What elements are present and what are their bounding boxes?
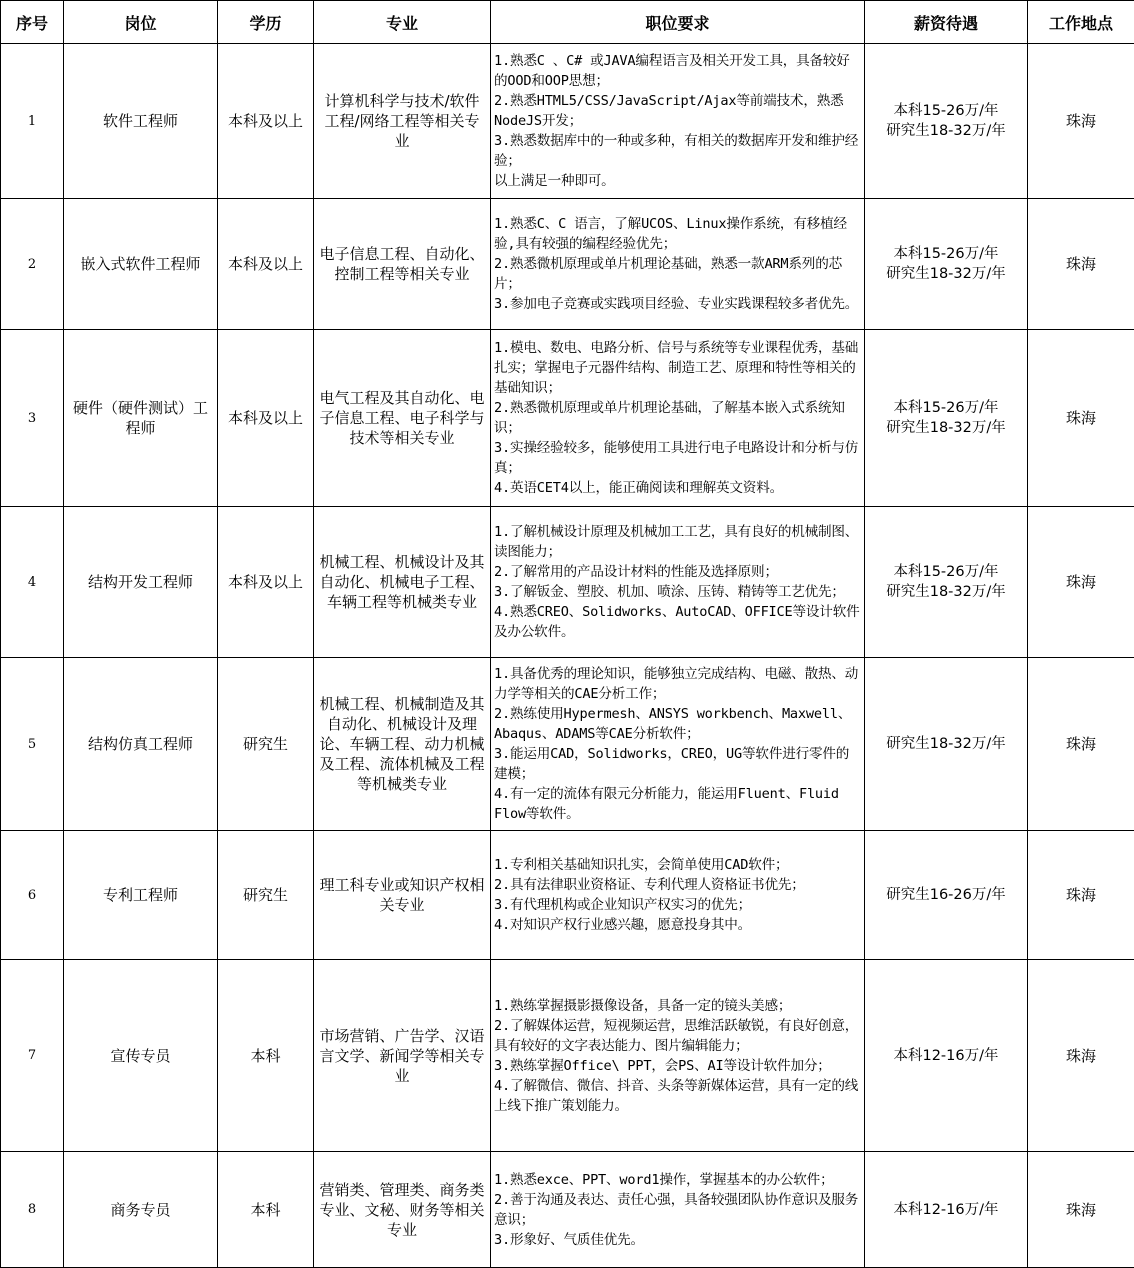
requirements-cell <box>491 330 865 507</box>
position-cell: 结构开发工程师 <box>64 507 218 658</box>
header-location: 工作地点 <box>1028 1 1134 44</box>
row-number: 5 <box>1 658 64 831</box>
major-cell: 机械工程、机械制造及其自动化、机械设计及理论、车辆工程、动力机械及工程、流体机械及工程等机械类专业 <box>314 658 491 831</box>
requirement-line: 3.能运用CAD，Solidworks，CREO，UG等软件进行零件的建模； <box>494 744 861 784</box>
education-cell: 研究生 <box>218 658 314 831</box>
requirement-line: 3.了解钣金、塑胶、机加、喷涂、压铸、精铸等工艺优先； <box>494 582 861 602</box>
major-cell: 营销类、管理类、商务类专业、文秘、财务等相关专业 <box>314 1152 491 1268</box>
salary-line: 研究生18-32万/年 <box>868 121 1024 141</box>
location-cell: 珠海 <box>1028 44 1134 199</box>
salary-line: 本科15-26万/年 <box>868 398 1024 418</box>
education-cell: 本科 <box>218 1152 314 1268</box>
requirement-line: 2.具有法律职业资格证、专利代理人资格证书优先； <box>494 875 861 895</box>
major-cell: 理工科专业或知识产权相关专业 <box>314 831 491 960</box>
position-cell: 硬件（硬件测试）工程师 <box>64 330 218 507</box>
requirement-line: 1.熟悉exce、PPT、word1操作，掌握基本的办公软件； <box>494 1170 861 1190</box>
requirement-line: 2.熟悉HTML5/CSS/JavaScript/Ajax等前端技术，熟悉NodeJS开发； <box>494 91 861 131</box>
major-cell: 电子信息工程、自动化、控制工程等相关专业 <box>314 199 491 330</box>
row-number: 1 <box>1 44 64 199</box>
row-number: 2 <box>1 199 64 330</box>
education-cell: 本科及以上 <box>218 44 314 199</box>
requirement-line: 3.参加电子竞赛或实践项目经验、专业实践课程较多者优先。 <box>494 294 861 314</box>
header-position: 岗位 <box>64 1 218 44</box>
major-cell: 计算机科学与技术/软件工程/网络工程等相关专业 <box>314 44 491 199</box>
location-cell: 珠海 <box>1028 330 1134 507</box>
salary-cell <box>865 960 1028 1152</box>
requirement-line: 2.了解常用的产品设计材料的性能及选择原则； <box>494 562 861 582</box>
table-row <box>1 960 1134 1152</box>
location-cell: 珠海 <box>1028 1152 1134 1268</box>
requirement-line: 1.熟悉C 、C# 或JAVA编程语言及相关开发工具，具备较好的OOD和OOP思想； <box>494 51 861 91</box>
salary-line: 研究生18-32万/年 <box>868 582 1024 602</box>
requirement-line: 4.英语CET4以上，能正确阅读和理解英文资料。 <box>494 478 861 498</box>
requirement-line: 1.了解机械设计原理及机械加工工艺，具有良好的机械制图、读图能力； <box>494 522 861 562</box>
requirement-line: 1.专利相关基础知识扎实，会简单使用CAD软件； <box>494 855 861 875</box>
requirements-cell <box>491 44 865 199</box>
header-row <box>1 1 1134 44</box>
salary-cell <box>865 507 1028 658</box>
salary-line: 研究生18-32万/年 <box>868 418 1024 438</box>
row-number: 8 <box>1 1152 64 1268</box>
requirement-line: 4.对知识产权行业感兴趣，愿意投身其中。 <box>494 915 861 935</box>
requirement-line: 3.形象好、气质佳优先。 <box>494 1230 861 1250</box>
header-education: 学历 <box>218 1 314 44</box>
location-cell: 珠海 <box>1028 960 1134 1152</box>
row-number: 4 <box>1 507 64 658</box>
location-cell: 珠海 <box>1028 507 1134 658</box>
row-number: 3 <box>1 330 64 507</box>
salary-line: 本科15-26万/年 <box>868 101 1024 121</box>
position-cell: 商务专员 <box>64 1152 218 1268</box>
position-cell: 专利工程师 <box>64 831 218 960</box>
requirement-line: 1.熟悉C、C 语言，了解UCOS、Linux操作系统，有移植经验,具有较强的编程经验优先； <box>494 214 861 254</box>
requirement-line: 1.熟练掌握摄影摄像设备，具备一定的镜头美感； <box>494 996 861 1016</box>
education-cell: 本科及以上 <box>218 507 314 658</box>
row-number: 6 <box>1 831 64 960</box>
requirement-line: 1.模电、数电、电路分析、信号与系统等专业课程优秀，基础扎实；掌握电子元器件结构、制造工艺、原理和特性等相关的基础知识； <box>494 338 861 398</box>
requirement-line: 2.了解媒体运营，短视频运营，思维活跃敏锐，有良好创意，具有较好的文字表达能力、图片编辑能力； <box>494 1016 861 1056</box>
major-cell: 电气工程及其自动化、电子信息工程、电子科学与技术等相关专业 <box>314 330 491 507</box>
table-row <box>1 658 1134 831</box>
salary-line: 研究生18-32万/年 <box>868 734 1024 754</box>
position-cell: 嵌入式软件工程师 <box>64 199 218 330</box>
salary-line: 研究生16-26万/年 <box>868 885 1024 905</box>
salary-line: 本科12-16万/年 <box>868 1046 1024 1066</box>
education-cell: 研究生 <box>218 831 314 960</box>
requirement-line: 3.实操经验较多，能够使用工具进行电子电路设计和分析与仿真； <box>494 438 861 478</box>
header-no: 序号 <box>1 1 64 44</box>
header-requirements: 职位要求 <box>491 1 865 44</box>
requirement-line: 4.有一定的流体有限元分析能力，能运用Fluent、Fluid Flow等软件。 <box>494 784 861 824</box>
header-salary: 薪资待遇 <box>865 1 1028 44</box>
salary-line: 本科15-26万/年 <box>868 244 1024 264</box>
location-cell: 珠海 <box>1028 658 1134 831</box>
requirement-line: 以上满足一种即可。 <box>494 171 861 191</box>
requirements-cell <box>491 1152 865 1268</box>
table-row <box>1 44 1134 199</box>
requirement-line: 2.熟悉微机原理或单片机理论基础，熟悉一款ARM系列的芯片； <box>494 254 861 294</box>
table-row <box>1 831 1134 960</box>
requirements-cell <box>491 831 865 960</box>
requirements-cell <box>491 960 865 1152</box>
position-cell: 软件工程师 <box>64 44 218 199</box>
requirement-line: 1.具备优秀的理论知识，能够独立完成结构、电磁、散热、动力学等相关的CAE分析工作； <box>494 664 861 704</box>
requirement-line: 2.善于沟通及表达、责任心强，具备较强团队协作意识及服务意识； <box>494 1190 861 1230</box>
salary-cell <box>865 330 1028 507</box>
salary-cell <box>865 658 1028 831</box>
salary-line: 本科12-16万/年 <box>868 1200 1024 1220</box>
requirement-line: 3.熟练掌握Office\ PPT，会PS、AI等设计软件加分； <box>494 1056 861 1076</box>
salary-line: 本科15-26万/年 <box>868 562 1024 582</box>
requirements-cell <box>491 507 865 658</box>
major-cell: 机械工程、机械设计及其自动化、机械电子工程、车辆工程等机械类专业 <box>314 507 491 658</box>
salary-cell <box>865 44 1028 199</box>
salary-cell <box>865 199 1028 330</box>
requirement-line: 3.有代理机构或企业知识产权实习的优先； <box>494 895 861 915</box>
table-row <box>1 330 1134 507</box>
header-major: 专业 <box>314 1 491 44</box>
education-cell: 本科及以上 <box>218 330 314 507</box>
requirement-line: 3.熟悉数据库中的一种或多种，有相关的数据库开发和维护经验； <box>494 131 861 171</box>
requirements-cell <box>491 199 865 330</box>
table-row <box>1 507 1134 658</box>
requirement-line: 4.了解微信、微信、抖音、头条等新媒体运营，具有一定的线上线下推广策划能力。 <box>494 1076 861 1116</box>
requirement-line: 4.熟悉CREO、Solidworks、AutoCAD、OFFICE等设计软件及办公软件。 <box>494 602 861 642</box>
education-cell: 本科及以上 <box>218 199 314 330</box>
location-cell: 珠海 <box>1028 831 1134 960</box>
salary-line: 研究生18-32万/年 <box>868 264 1024 284</box>
table-row <box>1 1152 1134 1268</box>
education-cell: 本科 <box>218 960 314 1152</box>
salary-cell <box>865 831 1028 960</box>
requirement-line: 2.熟练使用Hypermesh、ANSYS workbench、Maxwell、Abaqus、ADAMS等CAE分析软件； <box>494 704 861 744</box>
position-cell: 结构仿真工程师 <box>64 658 218 831</box>
location-cell: 珠海 <box>1028 199 1134 330</box>
row-number: 7 <box>1 960 64 1152</box>
salary-cell <box>865 1152 1028 1268</box>
requirement-line: 2.熟悉微机原理或单片机理论基础，了解基本嵌入式系统知识； <box>494 398 861 438</box>
position-cell: 宣传专员 <box>64 960 218 1152</box>
requirements-cell <box>491 658 865 831</box>
major-cell: 市场营销、广告学、汉语言文学、新闻学等相关专业 <box>314 960 491 1152</box>
table-row <box>1 199 1134 330</box>
